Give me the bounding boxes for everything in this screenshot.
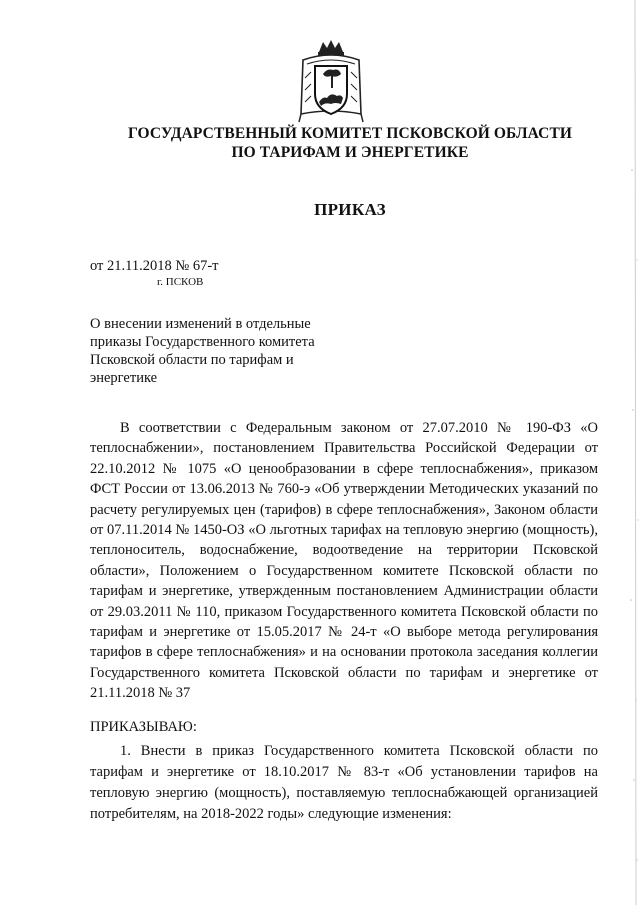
org-name-line2: ПО ТАРИФАМ И ЭНЕРГЕТИКЕ	[231, 144, 469, 161]
preamble-paragraph: В соответствии с Федеральным законом от 27.07.2010 № 190-ФЗ «О теплоснабжении», постановлением Правительства Российской Федерации от 22.10.2012 № 1075 «О ценообразовании в сфере теплоснабжения», приказом ФСТ России от 13.06.2013 № 760-э «Об утверждении Методических указаний по расчету регулируемых цен (тарифов) в сфере теплоснабжения», Законом области от 07.11.2014 № 1450-ОЗ «О льготных тарифах на тепловую энергию (мощность), теплоноситель, водоснабжение, водоотведение на территории Псковской области», Положением о Государственном комитете Псковской области по тарифам и энергетике, утвержденным постановлением Администрации области от 29.03.2011 № 110, приказом Государственного комитета Псковской области по тарифам и энергетике от 15.05.2017 № 24-т «О выборе метода регулирования тарифов в сфере теплоснабжения» и на основании протокола заседания коллегии Государственного комитета Псковской области по тарифам и энергетике от 21.11.2018 № 37	[90, 420, 598, 702]
document-body	[90, 418, 598, 704]
pskov-coat-of-arms-icon	[297, 38, 365, 126]
decree-word: ПРИКАЗЫВАЮ:	[90, 719, 197, 735]
org-name-line1: ГОСУДАРСТВЕННЫЙ КОМИТЕТ ПСКОВСКОЙ ОБЛАСТИ	[127, 125, 573, 142]
document-date-number: от 21.11.2018 № 67-т	[90, 258, 219, 274]
document-city: г. ПСКОВ	[157, 276, 204, 288]
document-subject: О внесении изменений в отдельные приказы Государственного комитета Псковской области по тарифам и энергетике	[90, 316, 315, 386]
scan-edge-noise	[626, 0, 640, 905]
order-item-1: 1. Внести в приказ Государственного комитета Псковской области по тарифам и энергетике от 18.10.2017 № 83-т «Об установлении тарифов на тепловую энергию (мощность), поставляемую теплоснабжающей организацией потребителям, на 2018-2022 годы» следующие изменения:	[90, 743, 598, 822]
document-title: ПРИКАЗ	[314, 200, 386, 219]
